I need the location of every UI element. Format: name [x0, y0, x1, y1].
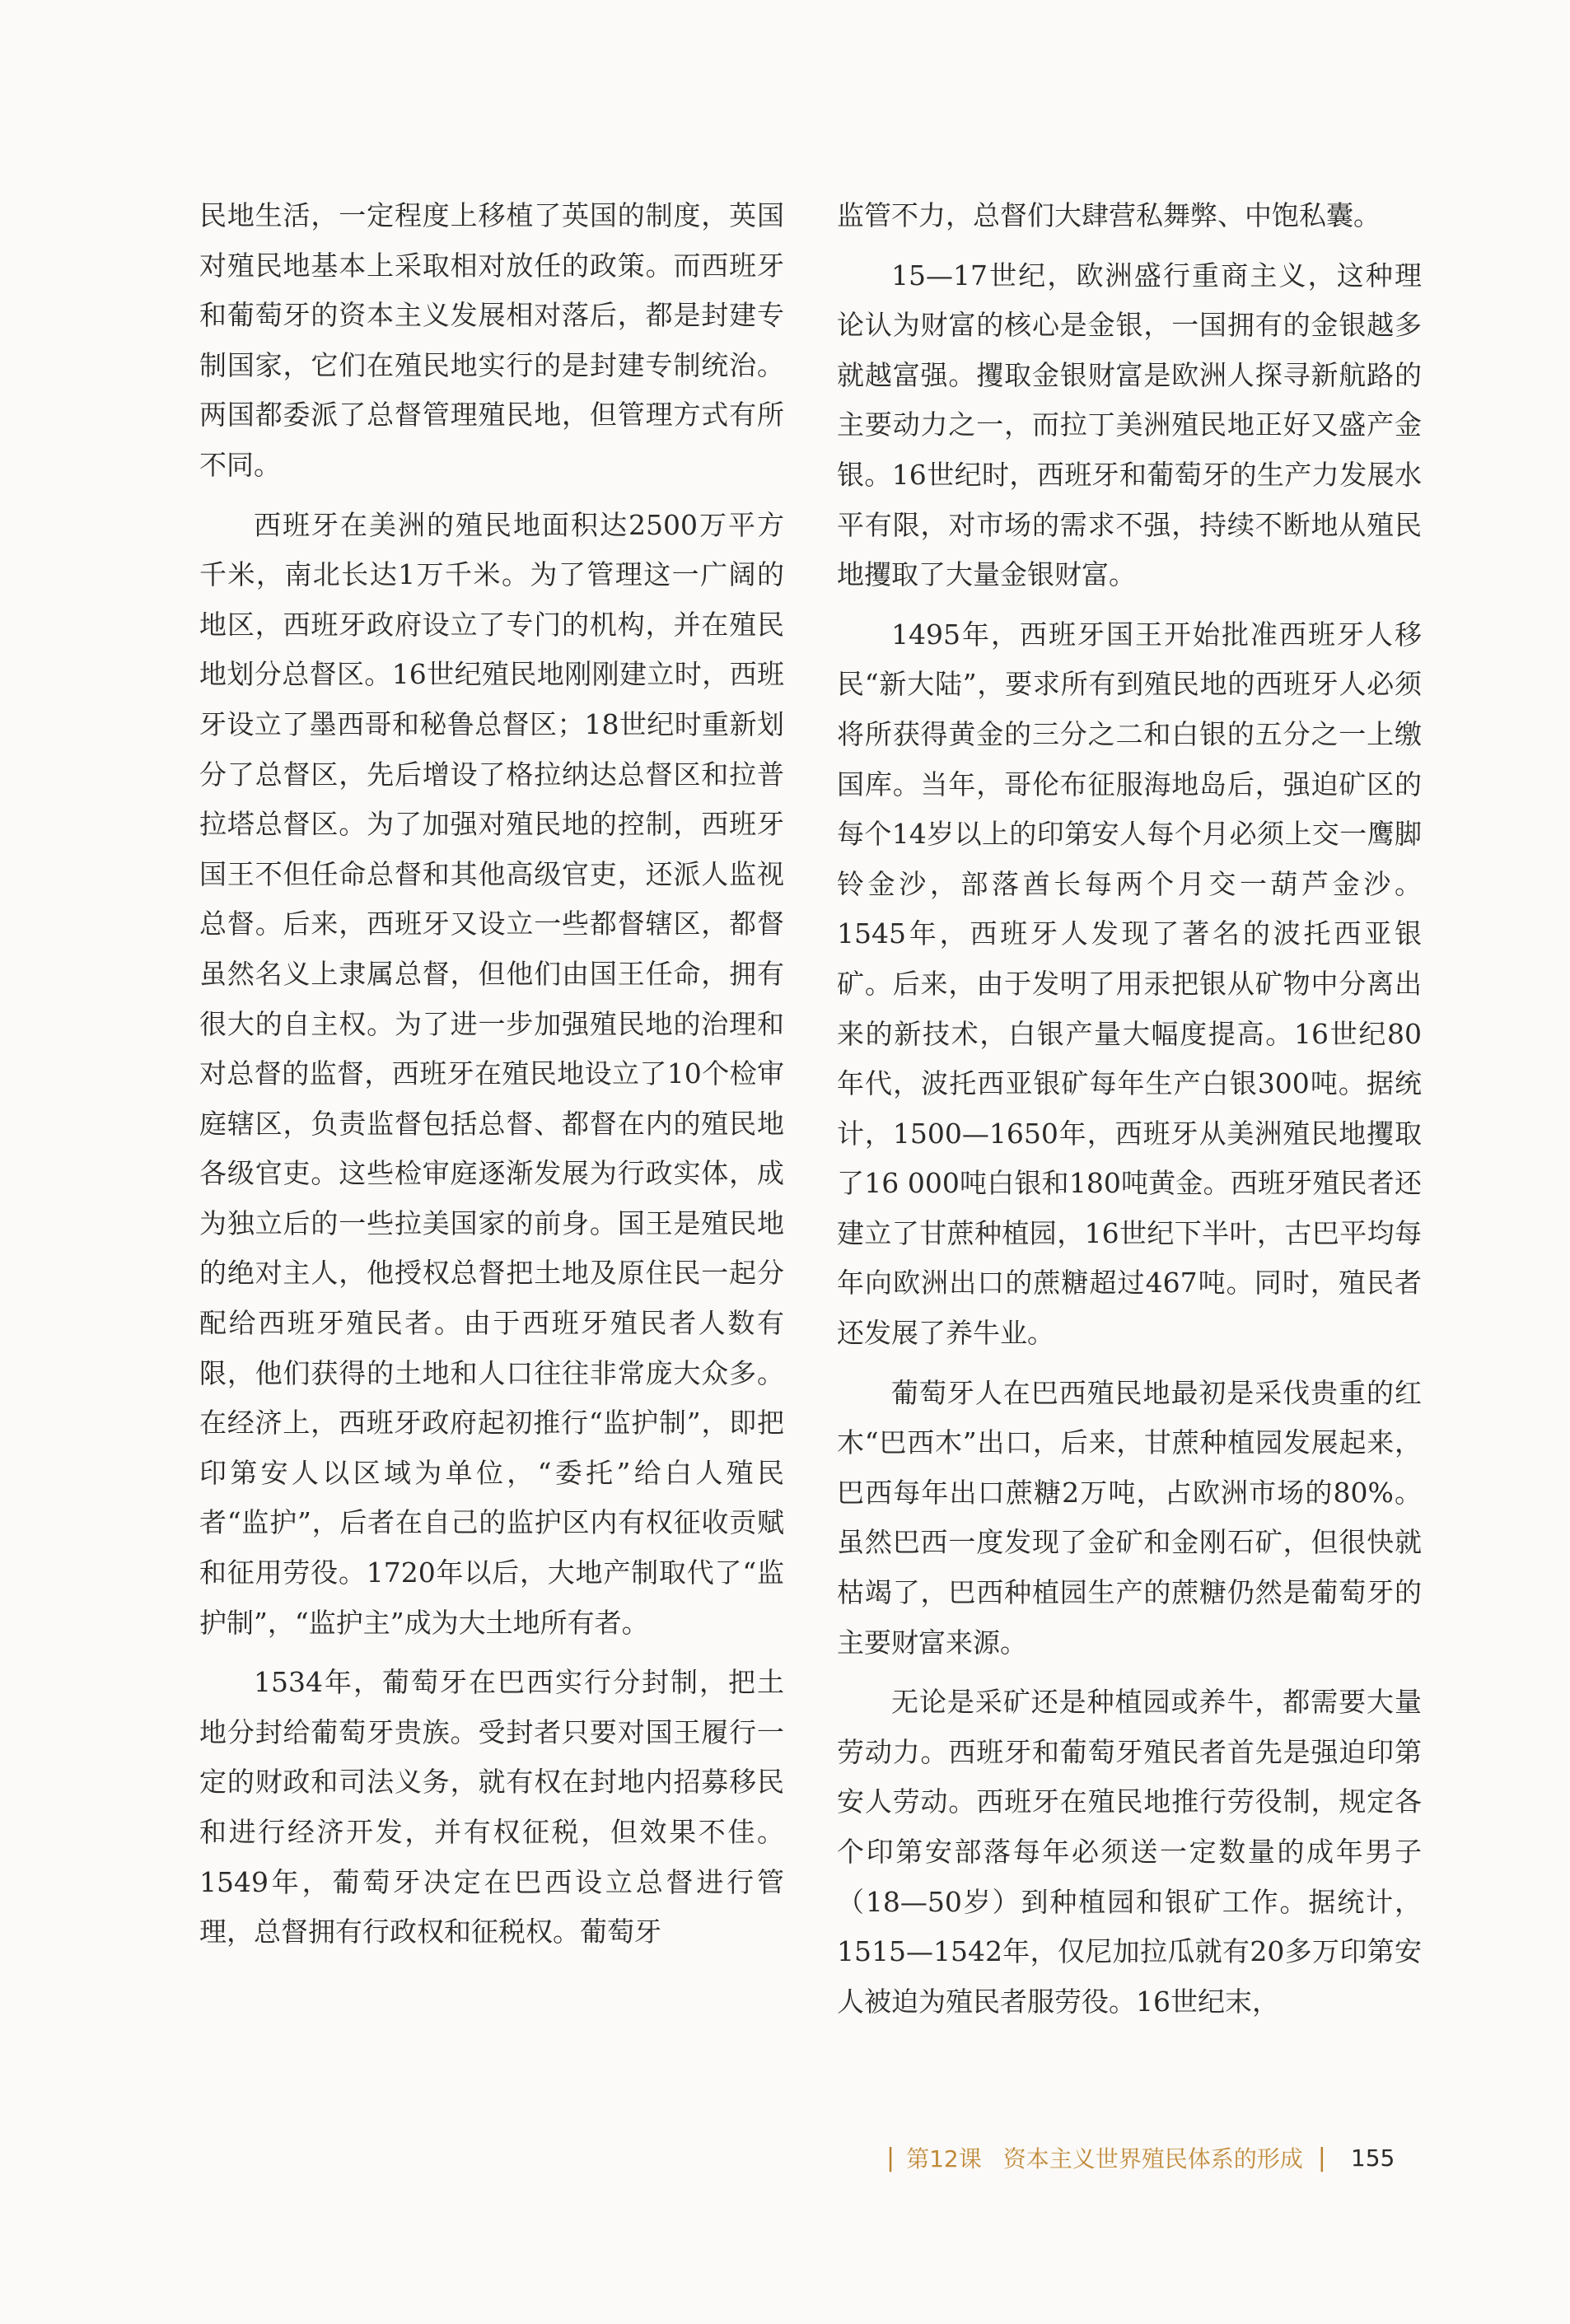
left-paragraph-1: 民地生活，一定程度上移植了英国的制度，英国对殖民地基本上采取相对放任的政策。而西班牙和葡萄牙的资本主义发展相对落后，都是封建专制国家，它们在殖民地实行的是封建专制统治。两国都委派了总督管理殖民地，但管理方式有所不同。 [199, 199, 784, 481]
footer-lesson-number: 第12课 [906, 2145, 982, 2172]
right-paragraph-4: 葡萄牙人在巴西殖民地最初是采伐贵重的红木“巴西木”出口，后来，甘蔗种植园发展起来，巴西每年出口蔗糖2万吨，占欧洲市场的80%。虽然巴西一度发现了金矿和金刚石矿，但很快就枯竭了，巴西种植园生产的蔗糖仍然是葡萄牙的主要财富来源。 [837, 1376, 1422, 1659]
footer-separator-left: | [886, 2143, 895, 2172]
right-paragraph-3: 1495年，西班牙国王开始批准西班牙人移民“新大陆”，要求所有到殖民地的西班牙人必须将所获得黄金的三分之二和白银的五分之一上缴国库。当年，哥伦布征服海地岛后，强迫矿区的每个14岁以上的印第安人每个月必须上交一鹰脚铃金沙，部落酋长每两个月交一葫芦金沙。1545年，西班牙人发现了著名的波托西亚银矿。后来，由于发明了用汞把银从矿物中分离出来的新技术，白银产量大幅度提高。16世纪80年代，波托西亚银矿每年生产白银300吨。据统计，1500—1650年，西班牙从美洲殖民地攫取了16 000吨白银和180吨黄金。西班牙殖民者还建立了甘蔗种植园，16世纪下半叶，古巴平均每年向欧洲出口的蔗糖超过467吨。同时，殖民者还发展了养牛业。 [837, 618, 1422, 1350]
right-paragraph-2: 15—17世纪，欧洲盛行重商主义，这种理论认为财富的核心是金银，一国拥有的金银越多就越富强。攫取金银财富是欧洲人探寻新航路的主要动力之一，而拉丁美洲殖民地正好又盛产金银。16世纪时，西班牙和葡萄牙的生产力发展水平有限，对市场的需求不强，持续不断地从殖民地攫取了大量金银财富。 [837, 259, 1422, 591]
right-paragraph-1: 监管不力，总督们大肆营私舞弊、中饱私囊。 [837, 199, 1381, 231]
right-paragraph-5: 无论是采矿还是种植园或养牛，都需要大量劳动力。西班牙和葡萄牙殖民者首先是强迫印第安人劳动。西班牙在殖民地推行劳役制，规定各个印第安部落每年必须送一定数量的成年男子（18—50岁）到种植园和银矿工作。据统计，1515—1542年，仅尼加拉瓜就有20多万印第安人被迫为殖民者服劳役。16世纪末， [837, 1686, 1422, 2018]
page-footer [886, 2140, 1395, 2176]
left-paragraph-3: 1534年，葡萄牙在巴西实行分封制，把土地分封给葡萄牙贵族。受封者只要对国王履行一定的财政和司法义务，就有权在封地内招募移民和进行经济开发，并有权征税，但效果不佳。1549年，葡萄牙决定在巴西设立总督进行管理，总督拥有行政权和征税权。葡萄牙 [199, 1666, 784, 1948]
right-column [837, 191, 1422, 2027]
page-number: 155 [1350, 2144, 1395, 2172]
left-paragraph-2: 西班牙在美洲的殖民地面积达2500万平方千米，南北长达1万千米。为了管理这一广阔的地区，西班牙政府设立了专门的机构，并在殖民地划分总督区。16世纪殖民地刚刚建立时，西班牙设立了墨西哥和秘鲁总督区；18世纪时重新划分了总督区，先后增设了格拉纳达总督区和拉普拉塔总督区。为了加强对殖民地的控制，西班牙国王不但任命总督和其他高级官吏，还派人监视总督。后来，西班牙又设立一些都督辖区，都督虽然名义上隶属总督，但他们由国王任命，拥有很大的自主权。为了进一步加强殖民地的治理和对总督的监督，西班牙在殖民地设立了10个检审庭辖区，负责监督包括总督、都督在内的殖民地各级官吏。这些检审庭逐渐发展为行政实体，成为独立后的一些拉美国家的前身。国王是殖民地的绝对主人，他授权总督把土地及原住民一起分配给西班牙殖民者。由于西班牙殖民者人数有限，他们获得的土地和人口往往非常庞大众多。在经济上，西班牙政府起初推行“监护制”，即把印第安人以区域为单位，“委托”给白人殖民者“监护”，后者在自己的监护区内有权征收贡赋和征用劳役。1720年以后，大地产制取代了“监护制”，“监护主”成为大土地所有者。 [199, 508, 784, 1639]
footer-lesson-title: 资本主义世界殖民体系的形成 [1002, 2145, 1303, 2172]
footer-separator-right: | [1317, 2143, 1326, 2172]
left-column [199, 191, 784, 1958]
